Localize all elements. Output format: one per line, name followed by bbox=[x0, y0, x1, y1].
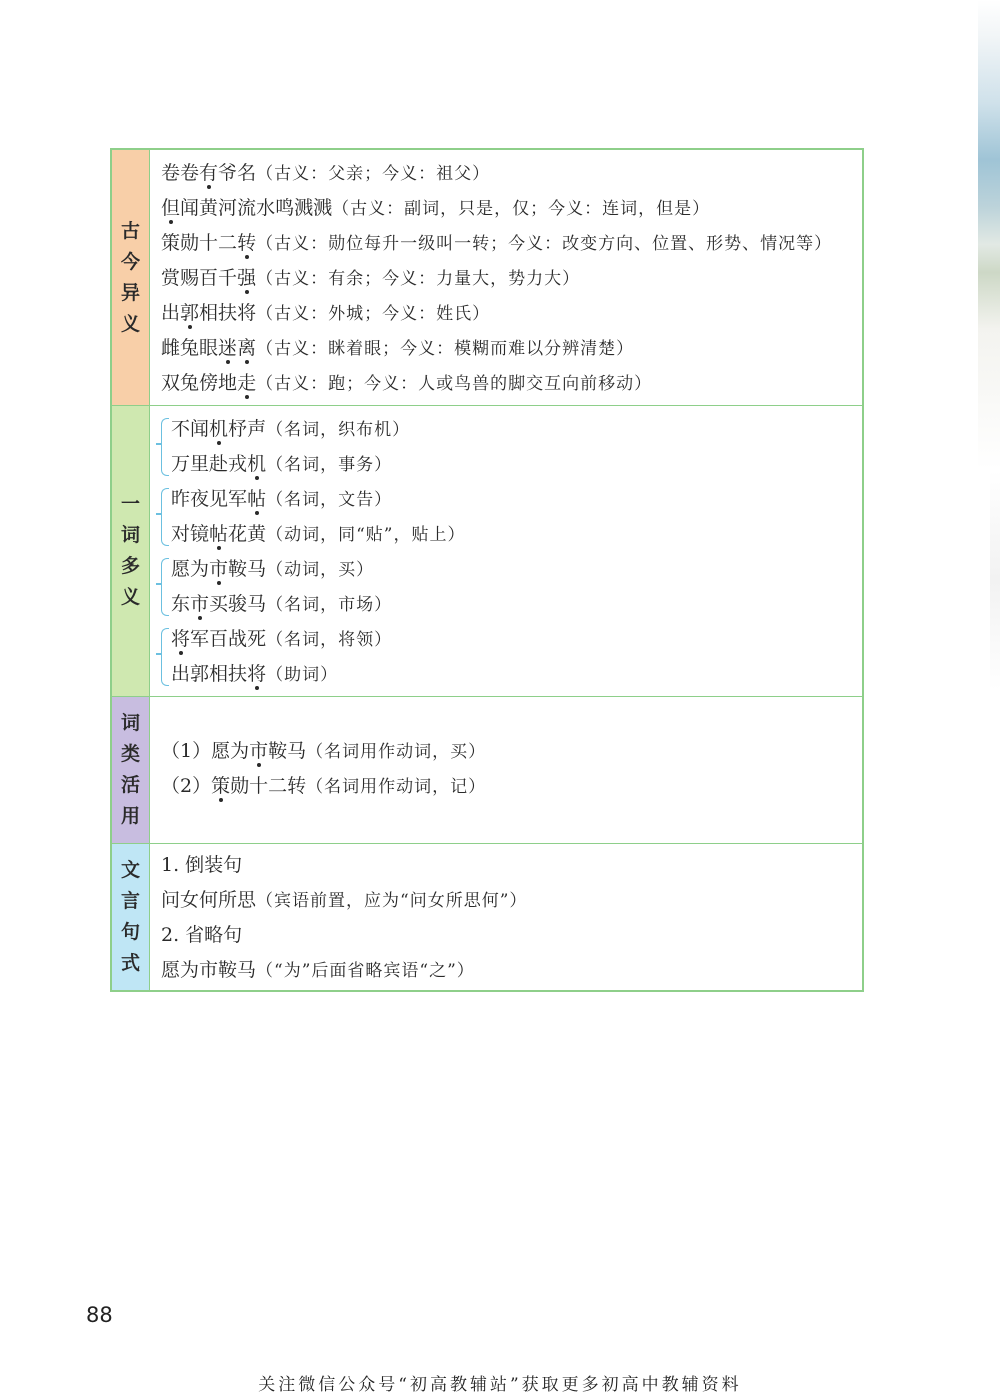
section-title-char: 句 bbox=[120, 921, 140, 943]
entry-note: （“为”后面省略宾语“之”） bbox=[256, 961, 475, 981]
entry-line bbox=[161, 366, 862, 401]
page-edge-shadow bbox=[990, 470, 1000, 690]
section-body bbox=[150, 844, 862, 990]
section-title-char: 言 bbox=[120, 890, 140, 912]
entry-note: （名词，将领） bbox=[266, 630, 393, 650]
section-title-char: 多 bbox=[120, 555, 140, 577]
entry-text: 双兔傍地走 bbox=[161, 372, 256, 394]
entry-line bbox=[171, 412, 862, 447]
section-title-char: 词 bbox=[120, 524, 140, 546]
entry-note: （古义：有余；今义：力量大，势力大） bbox=[256, 269, 581, 289]
section-title-char: 古 bbox=[120, 219, 140, 242]
entry-text: 不闻机杼声 bbox=[171, 418, 266, 440]
brace-icon bbox=[161, 418, 169, 476]
brace-icon bbox=[161, 558, 169, 616]
entry-note: （动词，同“贴”，贴上） bbox=[266, 525, 466, 545]
entry-line bbox=[161, 296, 862, 331]
page-number: 88 bbox=[86, 1303, 113, 1327]
entry-line bbox=[161, 769, 862, 804]
section-yici-duoyi bbox=[112, 405, 862, 696]
entry-text: 问女何所思 bbox=[161, 889, 257, 911]
section-title-char: 类 bbox=[120, 743, 140, 765]
entry-note: （名词，文告） bbox=[266, 490, 393, 510]
entry-text: 赏赐百千强 bbox=[161, 267, 256, 289]
meaning-pair bbox=[161, 552, 862, 622]
section-title bbox=[112, 697, 150, 843]
entry-text: 将军百战死 bbox=[171, 628, 266, 650]
entry-line bbox=[171, 517, 862, 552]
entry-text: 2. 省略句 bbox=[161, 924, 243, 946]
section-title-char: 异 bbox=[120, 281, 140, 304]
entry-line bbox=[161, 918, 862, 953]
entry-line bbox=[171, 622, 862, 657]
entry-line bbox=[171, 552, 862, 587]
entry-line bbox=[171, 657, 862, 692]
entry-text: 对镜帖花黄 bbox=[171, 523, 266, 545]
entry-text: 愿为市鞍马 bbox=[211, 740, 306, 762]
entry-text: 万里赴戎机 bbox=[171, 453, 266, 475]
entry-note: （宾语前置，应为“问女所思何”） bbox=[256, 891, 528, 911]
entry-note: （名词，事务） bbox=[266, 455, 393, 475]
section-title-char: 词 bbox=[120, 712, 140, 734]
entry-text: 雌兔眼迷离 bbox=[161, 337, 256, 359]
section-body bbox=[150, 406, 862, 696]
section-wenyan-jushi bbox=[112, 843, 862, 990]
entry-text: 但闻黄河流水鸣溅溅 bbox=[161, 197, 332, 219]
section-title bbox=[112, 844, 150, 990]
brace-icon bbox=[161, 488, 169, 546]
entry-note: （古义：跑；今义：人或鸟兽的脚交互向前移动） bbox=[256, 374, 653, 394]
section-title bbox=[112, 150, 150, 405]
entry-text: 东市买骏马 bbox=[171, 593, 266, 615]
entry-note: （名词，织布机） bbox=[266, 420, 411, 440]
section-title bbox=[112, 406, 150, 696]
section-cilei-huoyong bbox=[112, 696, 862, 843]
summary-table bbox=[110, 148, 864, 992]
meaning-pair bbox=[161, 622, 862, 692]
entry-line bbox=[161, 191, 862, 226]
section-title-char: 今 bbox=[120, 250, 140, 273]
entry-text: 愿为市鞍马 bbox=[171, 558, 266, 580]
entry-line bbox=[161, 261, 862, 296]
entry-line bbox=[171, 587, 862, 622]
entry-text: 愿为市鞍马 bbox=[161, 959, 257, 981]
section-title-char: 用 bbox=[120, 805, 140, 827]
entry-line bbox=[161, 331, 862, 366]
entry-text: 1. 倒装句 bbox=[161, 854, 243, 876]
section-title-char: 活 bbox=[120, 774, 140, 796]
entry-text: 策勋十二转 bbox=[211, 775, 306, 797]
entry-note: （助词） bbox=[266, 665, 339, 685]
entry-text: 策勋十二转 bbox=[161, 232, 256, 254]
entry-note: （名词用作动词，记） bbox=[306, 777, 487, 797]
section-body bbox=[150, 150, 862, 405]
entry-text: 出郭相扶将 bbox=[161, 302, 256, 324]
entry-note: （古义：勋位每升一级叫一转；今义：改变方向、位置、形势、情况等） bbox=[256, 234, 833, 254]
page-edge-decoration bbox=[978, 0, 1000, 470]
entry-note: （古义：副词，只是，仅；今义：连词，但是） bbox=[332, 199, 711, 219]
entry-line bbox=[161, 883, 862, 918]
entry-text: 卷卷有爷名 bbox=[161, 162, 256, 184]
section-body bbox=[150, 697, 862, 843]
entry-text: 昨夜见军帖 bbox=[171, 488, 266, 510]
entry-line bbox=[171, 447, 862, 482]
entry-line bbox=[161, 953, 862, 988]
entry-line bbox=[161, 156, 862, 191]
entry-note: （名词用作动词，买） bbox=[306, 742, 487, 762]
section-title-char: 一 bbox=[120, 493, 140, 515]
entry-note: （古义：外城；今义：姓氏） bbox=[256, 304, 491, 324]
entry-line bbox=[171, 482, 862, 517]
entry-line bbox=[161, 848, 862, 883]
entry-text: 出郭相扶将 bbox=[171, 663, 266, 685]
meaning-pair bbox=[161, 482, 862, 552]
entry-prefix: （2） bbox=[161, 775, 212, 797]
section-title-char: 义 bbox=[120, 586, 140, 608]
entry-note: （名词，市场） bbox=[266, 595, 393, 615]
entry-prefix: （1） bbox=[161, 740, 212, 762]
section-gujin-yiyi bbox=[112, 150, 862, 405]
entry-line bbox=[161, 734, 862, 769]
entry-note: （古义：眯着眼；今义：模糊而难以分辨清楚） bbox=[256, 339, 635, 359]
meaning-pair bbox=[161, 412, 862, 482]
entry-note: （古义：父亲；今义：祖父） bbox=[256, 164, 491, 184]
footer-note: 关注微信公众号“初高教辅站”获取更多初高中教辅资料 bbox=[258, 1375, 742, 1395]
section-title-char: 义 bbox=[120, 312, 140, 335]
section-title-char: 文 bbox=[120, 859, 140, 881]
brace-icon bbox=[161, 628, 169, 686]
section-title-char: 式 bbox=[120, 952, 140, 974]
entry-note: （动词，买） bbox=[266, 560, 375, 580]
entry-line bbox=[161, 226, 862, 261]
